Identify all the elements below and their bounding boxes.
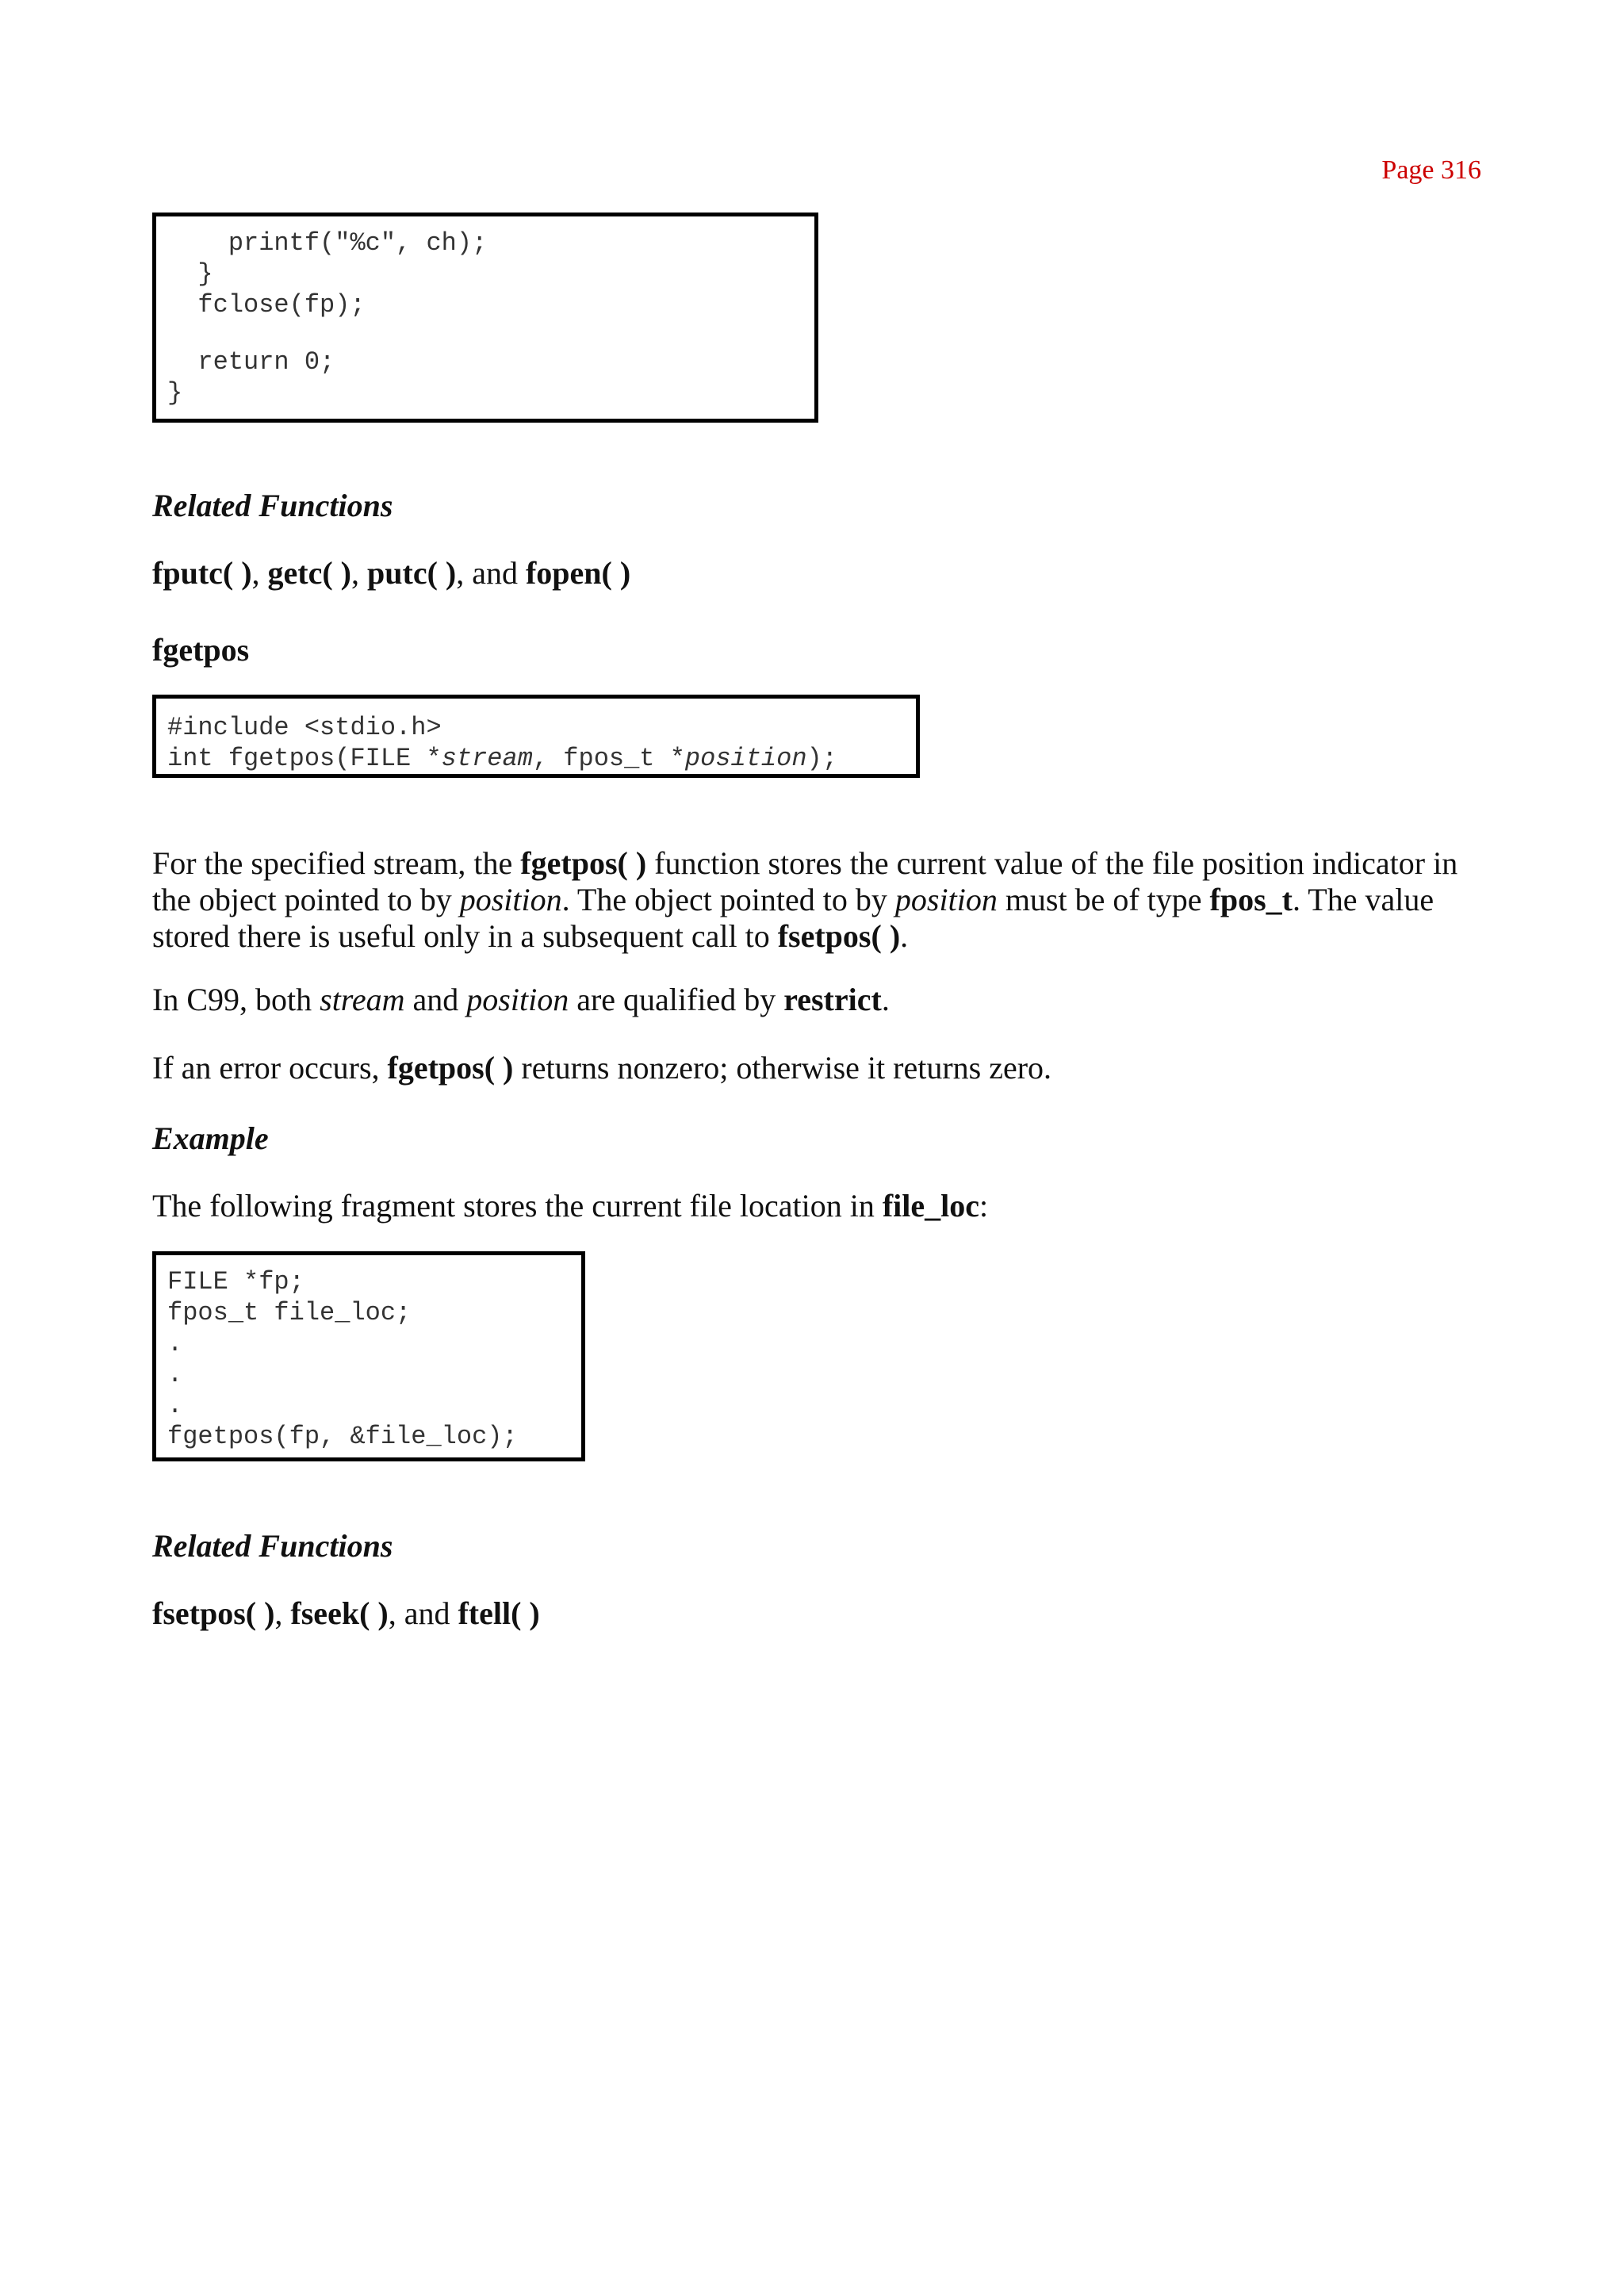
type-ref: fpos_t [1209, 882, 1293, 917]
text: returns nonzero; otherwise it returns zero. [513, 1050, 1052, 1086]
code-line: #include <stdio.h> [167, 713, 442, 742]
text: . [900, 918, 909, 954]
related-functions-heading: Related Functions [152, 488, 393, 523]
function-heading: fgetpos [152, 632, 250, 668]
related-functions-list [152, 1595, 1500, 1632]
function-ref: fgetpos( ) [387, 1050, 514, 1086]
function-ref: fseek( ) [290, 1595, 389, 1631]
variable-ref: file_loc [882, 1188, 979, 1224]
function-ref: getc( ) [267, 555, 351, 591]
example-heading: Example [152, 1120, 269, 1156]
code-line: fclose(fp); [167, 290, 366, 320]
code-block-example [152, 1251, 585, 1461]
code-param: stream [441, 744, 533, 773]
code-line [167, 743, 916, 774]
keyword-ref: restrict [783, 982, 882, 1017]
separator: , [351, 555, 367, 591]
separator: , [274, 1595, 291, 1631]
text: For the specified stream, the [152, 845, 521, 881]
related-functions-heading: Related Functions [152, 1528, 393, 1564]
function-ref: fsetpos( ) [152, 1595, 275, 1631]
function-ref: ftell( ) [458, 1595, 540, 1631]
function-ref: fgetpos( ) [520, 845, 647, 881]
function-ref: fputc( ) [152, 555, 252, 591]
code-text: ); [806, 744, 837, 773]
code-line: return 0; [167, 347, 335, 377]
code-line: } [167, 378, 183, 408]
text: . [881, 982, 890, 1017]
separator: , and [388, 1595, 458, 1631]
code-block-prototype [152, 695, 920, 778]
function-ref: fopen( ) [525, 555, 631, 591]
text: The following fragment stores the current file location in [152, 1188, 883, 1224]
code-text: int fgetpos(FILE * [167, 744, 442, 773]
text: . The object pointed to by [561, 882, 895, 917]
page-number: Page 316 [1381, 155, 1481, 185]
example-intro [152, 1188, 1500, 1224]
text: If an error occurs, [152, 1050, 388, 1086]
code-line: . [167, 1360, 183, 1389]
description-paragraph-2 [152, 982, 1500, 1018]
text: function stores the current value of the file position indicator in the object pointed to by [152, 845, 1458, 917]
code-line: fpos_t file_loc; [167, 1298, 412, 1327]
function-ref: putc( ) [367, 555, 457, 591]
text: must be of type [997, 882, 1210, 917]
function-ref: fsetpos( ) [777, 918, 901, 954]
code-block-continuation [152, 213, 818, 423]
param-ref: position [894, 882, 998, 917]
code-line: fgetpos(fp, &file_loc); [167, 1422, 518, 1451]
description-paragraph-3 [152, 1050, 1500, 1086]
code-line: printf("%c", ch); [167, 228, 488, 258]
code-line-blank [167, 320, 814, 347]
text: In C99, both [152, 982, 320, 1017]
text: : [979, 1188, 989, 1224]
text: . The value stored there is useful only in a subsequent call to [152, 882, 1434, 954]
code-line: . [167, 1391, 183, 1420]
code-line: FILE *fp; [167, 1267, 304, 1296]
param-ref: stream [320, 982, 405, 1017]
text: and [404, 982, 467, 1017]
separator: , [251, 555, 268, 591]
text: are qualified by [569, 982, 784, 1017]
param-ref: position [466, 982, 569, 1017]
code-param: position [684, 744, 807, 773]
param-ref: position [459, 882, 562, 917]
code-line: } [167, 259, 213, 289]
description-paragraph-1 [152, 845, 1500, 955]
code-text: , fpos_t * [532, 744, 685, 773]
related-functions-list [152, 555, 1500, 592]
code-line: . [167, 1329, 183, 1358]
separator: , and [456, 555, 526, 591]
